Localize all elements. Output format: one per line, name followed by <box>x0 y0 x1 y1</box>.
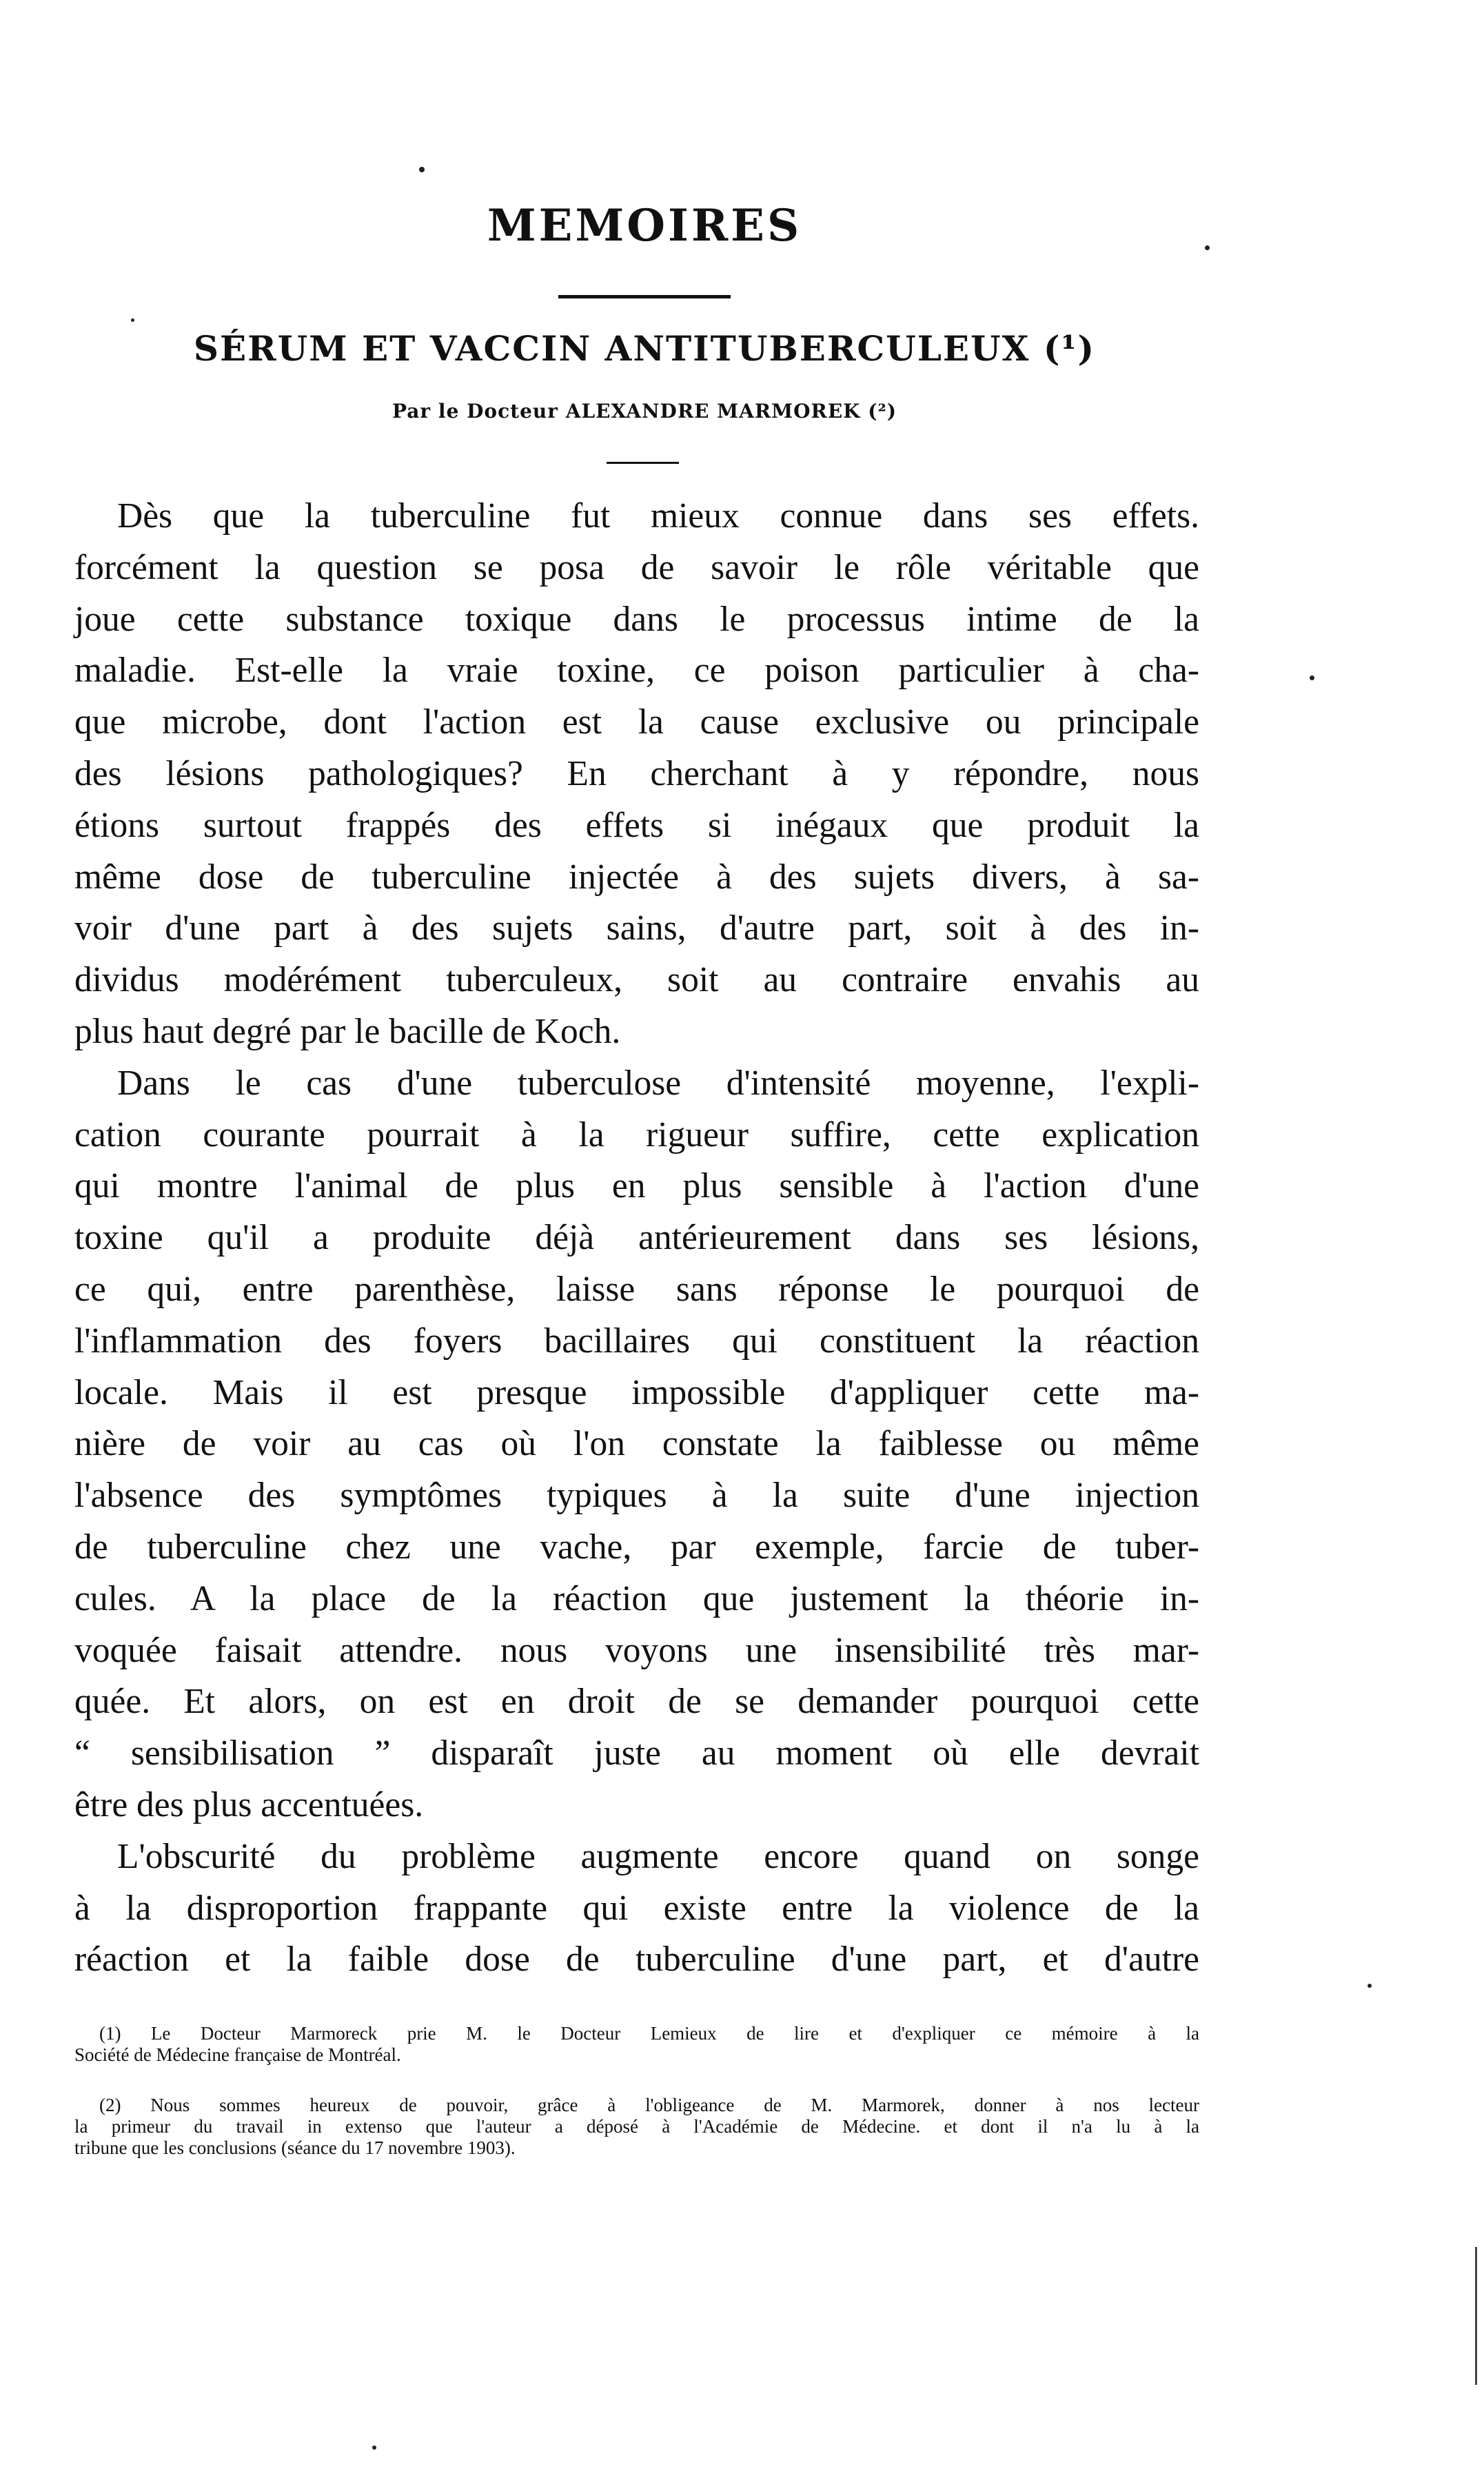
paragraph <box>74 491 1199 1058</box>
text-line: à la disproportion frappante qui existe entre la violence de la <box>74 1888 1199 1928</box>
footnotes <box>74 2023 1199 2188</box>
paragraph <box>74 1831 1199 1986</box>
scan-speck <box>1368 1984 1372 1988</box>
text-line: nière de voir au cas où l'on constate la faiblesse ou même <box>74 1424 1199 1464</box>
scan-speck <box>131 318 134 322</box>
text-line: Dès que la tuberculine fut mieux connue dans ses effets. <box>117 496 1199 536</box>
text-line: Dans le cas d'une tuberculose d'intensité moyenne, l'expli- <box>117 1063 1199 1103</box>
text-line: voir d'une part à des sujets sains, d'autre part, soit à des in- <box>74 908 1199 948</box>
scan-edge-mark <box>1475 2247 1477 2385</box>
text-line: voquée faisait attendre. nous voyons une insensibilité très mar- <box>74 1630 1199 1670</box>
text-line: plus haut degré par le bacille de Koch. <box>74 1011 621 1051</box>
text-line: toxine qu'il a produite déjà antérieurement dans ses lésions, <box>74 1218 1199 1258</box>
footnote-line: la primeur du travail in extenso que l'auteur a déposé à l'Académie de Médecine. et dont il n'a lu à la <box>74 2116 1199 2137</box>
scan-speck <box>419 167 425 172</box>
text-line: cules. A la place de la réaction que justement la théorie in- <box>74 1578 1199 1618</box>
article-title: SÉRUM ET VACCIN ANTITUBERCULEUX (¹) <box>193 328 1096 369</box>
text-line: forcément la question se posa de savoir le rôle véritable que <box>74 547 1199 587</box>
text-line: cation courante pourrait à la rigueur suffire, cette explication <box>74 1115 1199 1155</box>
text-line: l'absence des symptômes typiques à la suite d'une injection <box>74 1476 1199 1516</box>
text-line: des lésions pathologiques? En cherchant à y répondre, nous <box>74 753 1199 793</box>
text-line: étions surtout frappés des effets si inégaux que produit la <box>74 805 1199 845</box>
article-body <box>74 491 1199 1986</box>
text-line: ce qui, entre parenthèse, laisse sans réponse le pourquoi de <box>74 1269 1199 1309</box>
scan-speck <box>1310 675 1314 680</box>
footnote-1 <box>74 2023 1199 2066</box>
author-byline: Par le Docteur ALEXANDRE MARMOREK (²) <box>392 400 897 423</box>
text-line: L'obscurité du problème augmente encore quand on songe <box>117 1836 1199 1876</box>
footnote-2 <box>74 2095 1199 2159</box>
text-line: même dose de tuberculine injectée à des sujets divers, à sa- <box>74 857 1199 897</box>
footnote-line: (1) Le Docteur Marmoreck prie M. le Docteur Lemieux de lire et d'expliquer ce mémoire à la <box>99 2023 1199 2044</box>
text-line: locale. Mais il est presque impossible d'appliquer cette ma- <box>74 1372 1199 1412</box>
text-line: joue cette substance toxique dans le processus intime de la <box>74 599 1199 639</box>
scan-speck <box>372 2445 376 2450</box>
footnote-line: Société de Médecine française de Montréal. <box>74 2044 401 2065</box>
footnote-line: (2) Nous sommes heureux de pouvoir, grâce à l'obligeance de M. Marmorek, donner à nos lecteur <box>99 2095 1199 2115</box>
text-line: maladie. Est-elle la vraie toxine, ce poison particulier à cha- <box>74 651 1199 691</box>
paragraph <box>74 1058 1199 1831</box>
scan-speck <box>1205 245 1210 250</box>
text-line: l'inflammation des foyers bacillaires qui constituent la réaction <box>74 1321 1199 1361</box>
text-line: être des plus accentuées. <box>74 1784 424 1824</box>
text-line: de tuberculine chez une vache, par exemple, farcie de tuber- <box>74 1527 1199 1567</box>
byline-rule <box>607 462 679 464</box>
text-line: qui montre l'animal de plus en plus sensible à l'action d'une <box>74 1166 1199 1206</box>
title-rule <box>558 295 731 298</box>
text-line: “ sensibilisation ” disparaît juste au moment où elle devrait <box>74 1733 1199 1773</box>
text-line: dividus modérément tuberculeux, soit au contraire envahis au <box>74 960 1199 1000</box>
text-line: réaction et la faible dose de tuberculine d'une part, et d'autre <box>74 1940 1199 1980</box>
text-line: quée. Et alors, on est en droit de se demander pourquoi cette <box>74 1682 1199 1722</box>
footnote-line: tribune que les conclusions (séance du 17 novembre 1903). <box>74 2137 516 2158</box>
text-line: que microbe, dont l'action est la cause exclusive ou principale <box>74 702 1199 742</box>
section-title: MEMOIRES <box>487 200 802 252</box>
